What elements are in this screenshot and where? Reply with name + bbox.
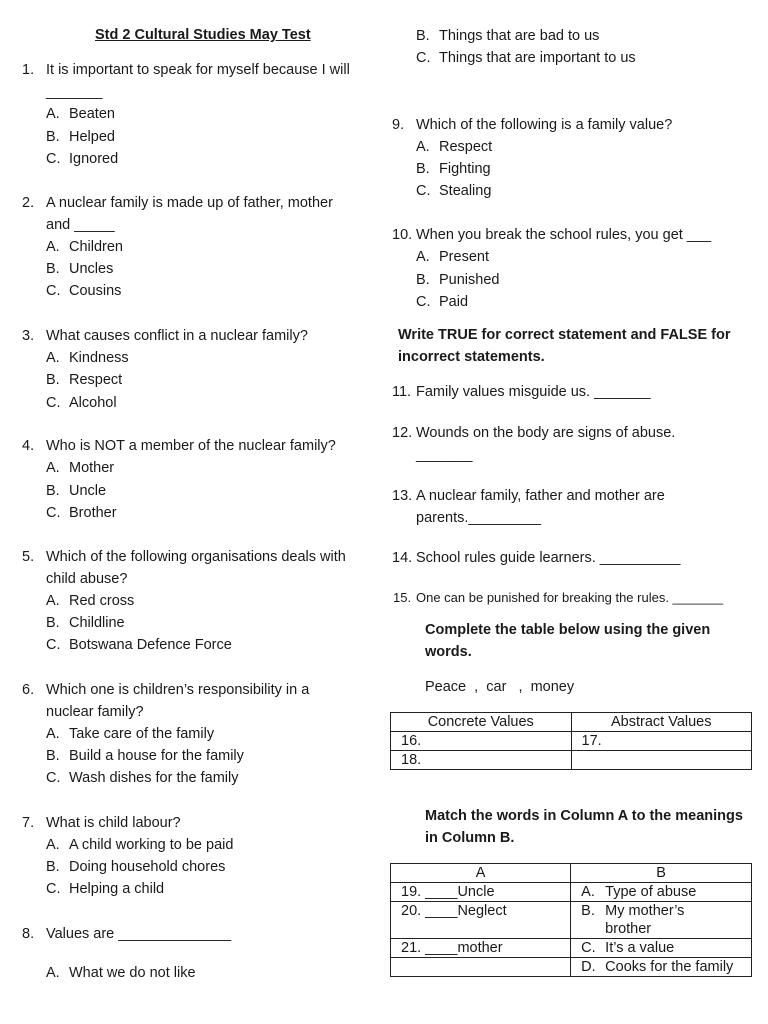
option-letter: C. bbox=[416, 50, 431, 66]
option-text: Kindness bbox=[69, 350, 129, 366]
table-header: Abstract Values bbox=[571, 713, 751, 732]
option-letter: B. bbox=[46, 129, 60, 145]
option-text: Helping a child bbox=[69, 881, 165, 897]
option-text: Punished bbox=[439, 272, 500, 288]
option-text: Stealing bbox=[439, 183, 492, 199]
question-text: and _____ bbox=[46, 217, 115, 233]
column-b-item bbox=[571, 958, 752, 977]
statement-text: _______ bbox=[416, 447, 473, 463]
question-text: Values are ______________ bbox=[46, 926, 232, 942]
question-number: 3. bbox=[22, 328, 35, 344]
question-text: _______ bbox=[46, 84, 103, 100]
question-number: 9. bbox=[392, 117, 405, 133]
question-number: 1. bbox=[22, 62, 35, 78]
option-letter: C. bbox=[46, 881, 61, 897]
option-text: Mother bbox=[69, 460, 115, 476]
option-letter: B. bbox=[416, 272, 430, 288]
option-letter: B. bbox=[46, 372, 60, 388]
match-table bbox=[390, 863, 752, 977]
table-cell bbox=[571, 751, 751, 770]
statement-text: parents._________ bbox=[416, 510, 541, 526]
option-letter: A. bbox=[416, 139, 430, 155]
option-letter: B. bbox=[46, 261, 60, 277]
option-letter: C. bbox=[46, 151, 61, 167]
question-text: What causes conflict in a nuclear family? bbox=[46, 328, 308, 344]
column-a-item: 21. ____mother bbox=[391, 939, 571, 958]
question-number: 5. bbox=[22, 549, 35, 565]
question-text: A nuclear family is made up of father, mother bbox=[46, 195, 333, 211]
page-title: Std 2 Cultural Studies May Test bbox=[95, 27, 311, 43]
option-text: Take care of the family bbox=[69, 726, 215, 742]
option-text: Type of abuse bbox=[605, 884, 697, 900]
option-text: Wash dishes for the family bbox=[69, 770, 239, 786]
option-letter: C. bbox=[416, 294, 431, 310]
option-letter: B. bbox=[46, 859, 60, 875]
option-letter: A. bbox=[46, 106, 60, 122]
question-text: When you break the school rules, you get ___ bbox=[416, 227, 712, 243]
option-letter: A. bbox=[46, 593, 60, 609]
option-letter: A. bbox=[46, 837, 60, 853]
option-text: Doing household chores bbox=[69, 859, 226, 875]
table-header: A bbox=[391, 864, 571, 883]
statement-number: 14. bbox=[392, 550, 413, 566]
question-number: 4. bbox=[22, 438, 35, 454]
table-cell: 17. bbox=[571, 732, 751, 751]
question-text: nuclear family? bbox=[46, 704, 144, 720]
option-text: It’s a value bbox=[605, 940, 675, 956]
column-a-item: 19. ____Uncle bbox=[391, 883, 571, 902]
option-text: brother bbox=[605, 921, 652, 937]
option-text: Helped bbox=[69, 129, 115, 145]
column-b-item bbox=[571, 883, 752, 902]
option-text: Beaten bbox=[69, 106, 115, 122]
table-cell: 18. bbox=[391, 751, 572, 770]
question-number: 7. bbox=[22, 815, 35, 831]
option-letter: C. bbox=[46, 505, 61, 521]
option-letter: B. bbox=[46, 615, 60, 631]
option-letter: A. bbox=[46, 965, 60, 981]
option-letter: C. bbox=[46, 637, 61, 653]
option-letter: B. bbox=[416, 28, 430, 44]
option-letter: B. bbox=[416, 161, 430, 177]
question-number: 6. bbox=[22, 682, 35, 698]
statement-text: One can be punished for breaking the rules. _______ bbox=[416, 590, 724, 605]
option-text: What we do not like bbox=[69, 965, 196, 981]
option-text: Brother bbox=[69, 505, 117, 521]
option-letter: C. bbox=[46, 395, 61, 411]
option-text: Uncles bbox=[69, 261, 114, 277]
section-heading: Write TRUE for correct statement and FALSE for bbox=[398, 327, 731, 343]
option-text: Things that are bad to us bbox=[439, 28, 600, 44]
question-text: Which one is children’s responsibility in a bbox=[46, 682, 310, 698]
option-text: Things that are important to us bbox=[439, 50, 636, 66]
values-table bbox=[390, 712, 752, 770]
option-text: Alcohol bbox=[69, 395, 117, 411]
option-text: Children bbox=[69, 239, 123, 255]
option-text: Childline bbox=[69, 615, 125, 631]
statement-number: 11. bbox=[392, 384, 412, 400]
option-letter: C. bbox=[46, 283, 61, 299]
question-number: 10. bbox=[392, 227, 413, 243]
option-letter: A. bbox=[46, 239, 60, 255]
option-letter: B. bbox=[46, 748, 60, 764]
option-letter: A. bbox=[581, 884, 595, 900]
option-letter: A. bbox=[46, 460, 60, 476]
section-heading: incorrect statements. bbox=[398, 349, 545, 365]
option-text: Respect bbox=[439, 139, 493, 155]
statement-text: School rules guide learners. __________ bbox=[416, 550, 681, 566]
option-text: A child working to be paid bbox=[69, 837, 234, 853]
column-a-item bbox=[391, 958, 571, 977]
statement-number: 13. bbox=[392, 488, 413, 504]
option-text: Uncle bbox=[69, 483, 107, 499]
option-letter: C. bbox=[46, 770, 61, 786]
table-cell: 16. bbox=[391, 732, 572, 751]
option-letter: A. bbox=[46, 350, 60, 366]
column-b-item bbox=[571, 902, 752, 939]
option-text: Paid bbox=[439, 294, 469, 310]
section-heading: Complete the table below using the given bbox=[425, 622, 711, 638]
statement-number: 12. bbox=[392, 425, 413, 441]
option-text: Present bbox=[439, 249, 489, 265]
word-bank: Peace , car , money bbox=[425, 679, 575, 695]
question-text: Who is NOT a member of the nuclear family? bbox=[46, 438, 336, 454]
statement-text: Family values misguide us. _______ bbox=[416, 384, 651, 400]
option-letter: B. bbox=[581, 903, 595, 919]
question-text: child abuse? bbox=[46, 571, 128, 587]
option-text: Respect bbox=[69, 372, 123, 388]
option-letter: A. bbox=[46, 726, 60, 742]
column-a-item: 20. ____Neglect bbox=[391, 902, 571, 939]
section-heading: Match the words in Column A to the meanings bbox=[425, 808, 743, 824]
option-text: Fighting bbox=[439, 161, 491, 177]
option-letter: D. bbox=[581, 959, 596, 975]
table-header: B bbox=[571, 864, 752, 883]
statement-text: A nuclear family, father and mother are bbox=[416, 488, 665, 504]
option-letter: C. bbox=[581, 940, 596, 956]
option-text: Botswana Defence Force bbox=[69, 637, 232, 653]
option-text: Cooks for the family bbox=[605, 959, 734, 975]
option-text: My mother’s bbox=[605, 903, 685, 919]
question-text: It is important to speak for myself because I will bbox=[46, 62, 350, 78]
question-text: What is child labour? bbox=[46, 815, 181, 831]
table-header: Concrete Values bbox=[391, 713, 572, 732]
option-letter: B. bbox=[46, 483, 60, 499]
section-heading: words. bbox=[425, 644, 472, 660]
option-text: Build a house for the family bbox=[69, 748, 244, 764]
option-letter: A. bbox=[416, 249, 430, 265]
section-heading: in Column B. bbox=[425, 830, 515, 846]
statement-text: Wounds on the body are signs of abuse. bbox=[416, 425, 676, 441]
question-text: Which of the following is a family value? bbox=[416, 117, 673, 133]
question-number: 2. bbox=[22, 195, 35, 211]
option-letter: C. bbox=[416, 183, 431, 199]
question-text: Which of the following organisations deals with bbox=[46, 549, 346, 565]
option-text: Red cross bbox=[69, 593, 135, 609]
option-text: Cousins bbox=[69, 283, 122, 299]
option-text: Ignored bbox=[69, 151, 119, 167]
statement-number: 15. bbox=[393, 590, 412, 605]
column-b-item bbox=[571, 939, 752, 958]
question-number: 8. bbox=[22, 926, 35, 942]
